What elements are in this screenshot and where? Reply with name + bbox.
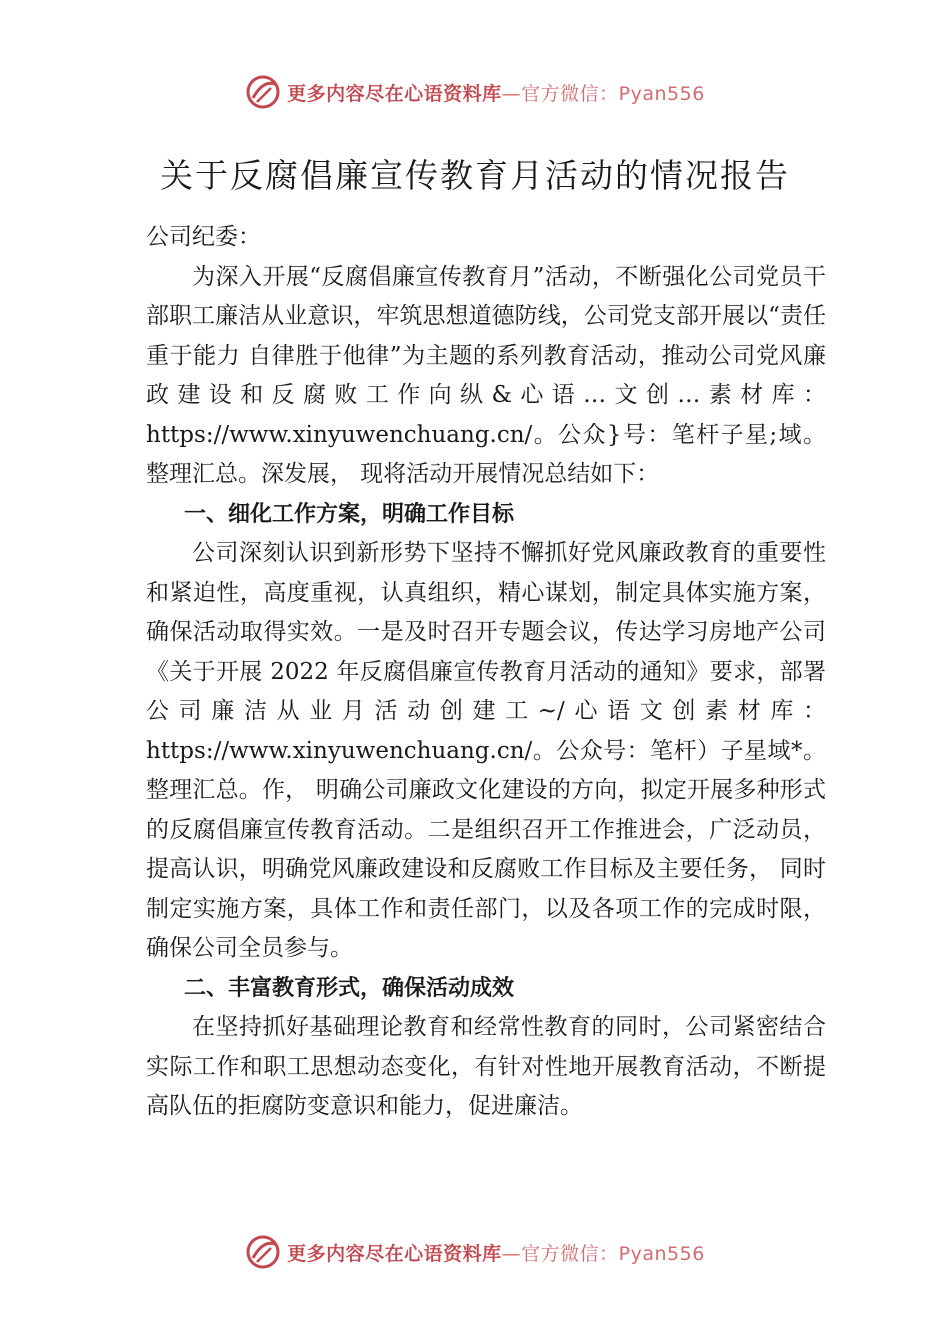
document-body (146, 218, 826, 1127)
section-heading-1: 一、细化工作方案，明确工作目标 (184, 501, 515, 527)
section-body-1: 公司深刻认识到新形势下坚持不懈抓好党风廉政教育的重要性和紧迫性，高度重视，认真组织，精心谋划，制定具体实施方案，确保活动取得实效。一是及时召开专题会议，传达学习房地产公司《关于开展 2022 年反腐倡廉宣传教育月活动的通知》要求，部署公司廉洁从业月活动创建工~/心语文创素材库：https://www.xinyuwenchuang.cn/。公众号：笔杆）子星域*。整理汇总。作， 明确公司廉政文化建设的方向，拟定开展多种形式的反腐倡廉宣传教育活动。二是组织召开工作推进会，广泛动员，提高认识，明确党风廉政建设和反腐败工作目标及主要任务， 同时制定实施方案，具体工作和责任部门，以及各项工作的完成时限，确保公司全员参与。 (146, 540, 826, 961)
intro-paragraph: 为深入开展“反腐倡廉宣传教育月”活动，不断强化公司党员干部职工廉洁从业意识，牢筑思想道德防线，公司党支部开展以“责任重于能力 自律胜于他律”为主题的系列教育活动，推动公司党风廉政建设和反腐败工作向纵&心语…文创…素材库：https://www.xinyuwenchuang.cn/。公众}号：笔杆子星;域。整理汇总。深发展， 现将活动开展情况总结如下： (146, 263, 826, 487)
section-heading-2: 二、丰富教育形式，确保活动成效 (184, 975, 515, 1001)
header-watermark-banner (0, 72, 950, 112)
logo-icon (245, 74, 281, 110)
document-title: 关于反腐倡廉宣传教育月活动的情况报告 (160, 156, 790, 196)
logo-icon (245, 1234, 281, 1270)
banner-text: 更多内容尽在心语资料库—官方微信：Pyan556 (287, 1242, 705, 1265)
section-body-2: 在坚持抓好基础理论教育和经常性教育的同时，公司紧密结合实际工作和职工思想动态变化，有针对性地开展教育活动，不断提高队伍的拒腐防变意识和能力，促进廉洁。 (146, 1014, 826, 1119)
salutation: 公司纪委： (146, 224, 261, 250)
footer-watermark-banner (0, 1232, 950, 1272)
banner-text: 更多内容尽在心语资料库—官方微信：Pyan556 (287, 82, 705, 105)
